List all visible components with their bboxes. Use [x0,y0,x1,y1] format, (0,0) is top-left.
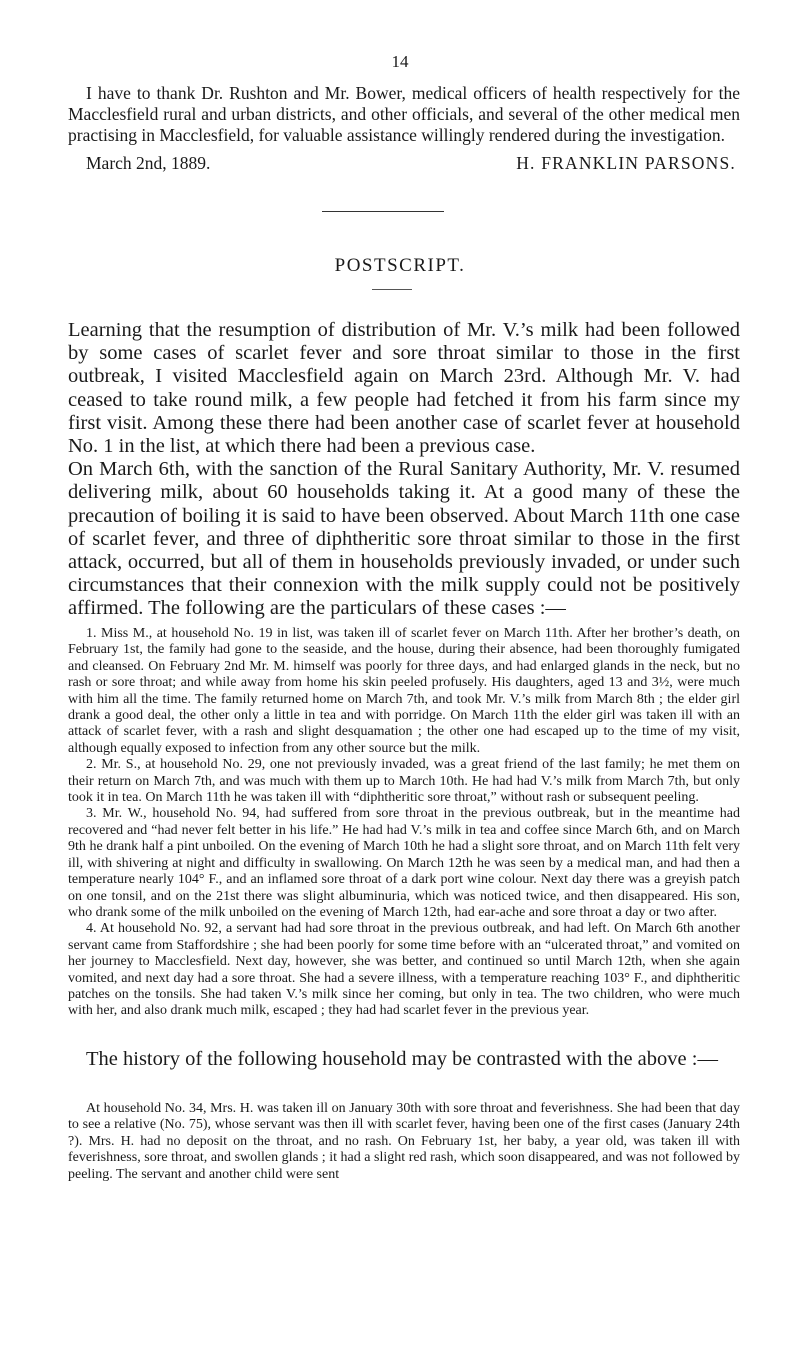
case-item: 2. Mr. S., at household No. 29, one not previously invaded, was a great friend of the last family; he met them on their return on March 7th, and was much with them up to March 10th. He had had V.’s milk from March 7th, but only took it in tea. On March 11th he was taken ill with “diphtheritic sore throat,” without rash or subsequent peeling. [68,757,740,806]
case-item: At household No. 34, Mrs. H. was taken ill on January 30th with sore throat and feverishness. She had been that day to see a relative (No. 75), whose servant was then ill with scarlet fever, having been one of the first cases (January 24th ?). Mrs. H. had no deposit on the throat, and no rash. On February 1st, her baby, a year old, was taken ill with feverishness, sore throat, and swollen glands ; it had a slight red rash, which soon disappeared, and was not followed by peeling. The servant and another child were sent [68,1101,740,1182]
page-number: 14 [391,52,409,71]
postscript-body [68,319,740,621]
section-divider [322,211,444,212]
contrast-case [68,1101,740,1183]
postscript-paragraph: On March 6th, with the sanction of the Rural Sanitary Authority, Mr. V. resumed delivering milk, about 60 households taking it. At a good many of these the precaution of boiling it is said to have been observed. About March 11th one case of scarlet fever, and three of diphtheritic sore throat similar to those in the first attack, occurred, but all of them in households previously invaded, or under such circumstances that their connexion with the milk supply could not be positively affirmed. The following are the particulars of these cases :— [68,458,740,620]
signature-name: H. FRANKLIN PARSONS. [516,153,736,173]
case-item: 3. Mr. W., household No. 94, had suffered from sore throat in the previous outbreak, but in the meantime had recovered and “had never felt better in his life.” He had had V.’s milk in tea and coffee since March 6th, and on March 9th he drank half a pint unboiled. On the evening of March 10th he had a slight sore throat, and on March 11th felt very ill, with shivering at night and difficulty in swallowing. On March 12th he was seen by a medical man, and had then a temperature nearly 104° F., and an inflamed sore throat of a dark port wine colour. Next day there was a greyish patch on one tonsil, and on the 21st there was slight albuminuria, which was noticed twice, and then disappeared. His son, who drank some of the milk unboiled on the evening of March 12th, had ear-ache and sore throat a day or two after. [68,806,740,920]
case-item: 4. At household No. 92, a servant had had sore throat in the previous outbreak, and had left. On March 6th another servant came from Staffordshire ; she had been poorly for some time before with an “ulcerated throat,” and vomited on her journey to Macclesfield. Next day, however, she was better, and continued so until March 12th, when she again vomited, and next day had a sore throat. She had a severe illness, with a temperature reaching 103° F., and diphtheritic patches on the tonsils. She had taken V.’s milk since her coming, but only in tea. The two children, who were much with her, and also drank much milk, escaped ; they had had scarlet fever in the previous year. [68,921,740,1019]
heading-underline [372,289,412,290]
case-item: 1. Miss M., at household No. 19 in list, was taken ill of scarlet fever on March 11th. After her brother’s death, on February 1st, the family had gone to the seaside, and the house, during their absence, had been thoroughly fumigated and cleansed. On February 2nd Mr. M. himself was poorly for three days, and had enlarged glands in the neck, but no rash or sore throat; and while away from home his skin peeled profusely. His daughters, aged 13 and 3½, were much with him all the time. The family returned home on March 7th, and took Mr. V.’s milk from March 8th ; the elder girl drank a good deal, the other only a little in tea and with porridge. On March 11th the elder girl was taken ill with an attack of scarlet fever, with a rash and slight desquamation ; the other one had escaped up to the time of my visit, although equally exposed to infection from any other source but the milk. [68,626,740,756]
case-list [68,626,740,1020]
signature-date: March 2nd, 1889. [86,153,211,173]
postscript-paragraph: Learning that the resumption of distribution of Mr. V.’s milk had been followed by some cases of scarlet fever and sore throat similar to those in the first outbreak, I visited Macclesfield again on March 23rd. Although Mr. V. had ceased to take round milk, a few people had fetched it from his farm since my first visit. Among these there had been another case of scarlet fever at household No. 1 in the list, at which there had been a previous case. [68,319,740,458]
contrast-paragraph: The history of the following household may be contrasted with the above :— [86,1048,718,1070]
contrast-section [68,1048,740,1071]
signature-line [86,153,736,174]
postscript-heading: POSTSCRIPT. [334,255,466,276]
acknowledgement-paragraph: I have to thank Dr. Rushton and Mr. Bower, medical officers of health respectively for the Macclesfield rural and urban districts, and other officials, and several of the other medical men practising in Macclesfield, for valuable assistance willingly rendered during the investigation. [68,83,740,145]
